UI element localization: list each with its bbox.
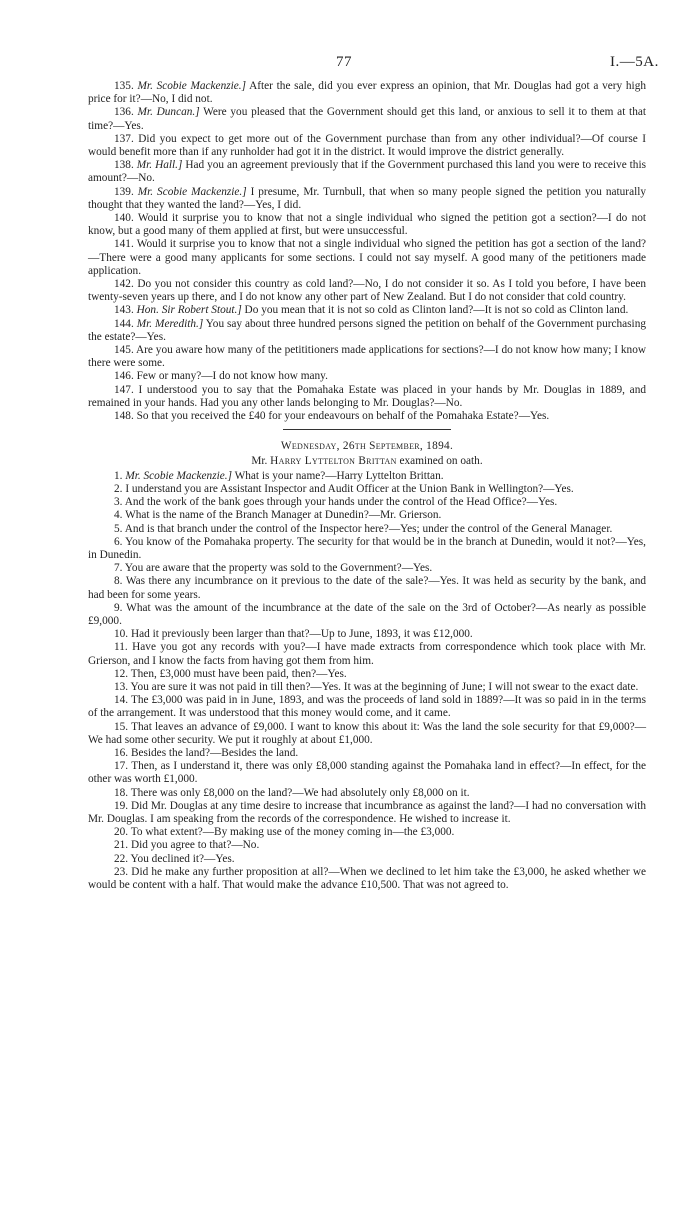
question-number: 1. [114,469,123,482]
question-text: Were you pleased that the Government should get this land, or anxious to sell it to them at that time?—Yes. [88,106,646,132]
question-number: 23. [114,865,129,878]
question-paragraph [88,304,646,317]
question-paragraph [88,318,646,344]
question-paragraph [88,370,646,383]
question-text: Did he make any further proposition at all?—When we declined to let him take the £3,000, he asked whether we would be content with a half. That would make the advance £10,500. That was not agreed to. [88,865,646,891]
question-text: To what extent?—By making use of the money coming in—the £3,000. [130,826,455,839]
question-paragraph [88,470,646,483]
question-text: I presume, Mr. Turnbull, that when so many people signed the petition you naturally thought that they wanted the land?—Yes, I did. [88,185,647,211]
question-text: What is the name of the Branch Manager at Dunedin?—Mr. Grierson. [125,509,442,522]
question-paragraph [88,344,646,370]
question-number: 139. [114,185,134,198]
speaker-name: Mr. Meredith.] [136,317,204,330]
speaker-name: Mr. Scobie Mackenzie.] [137,185,247,198]
question-paragraph [88,523,646,536]
question-paragraph [88,575,646,601]
question-paragraph [88,483,646,496]
question-text: Was there any incumbrance on it previous to the date of the sale?—Yes. It was held as security by the bank, and had been for some years. [88,575,647,601]
question-number: 10. [114,628,129,641]
question-paragraph [88,694,646,720]
question-number: 7. [114,562,123,575]
question-text: Have you got any records with you?—I have made extracts from correspondence which took place with Mr. Grierson, and I know the facts from having got them from him. [88,641,646,667]
question-text: I understood you to say that the Pomahaka Estate was placed in your hands by Mr. Douglas in 1889, and remained in your hands. Had you any other lands belonging to Mr. Douglas?—No. [88,383,646,409]
question-text: Had it previously been larger than that?—Up to June, 1893, it was £12,000. [130,628,473,641]
question-number: 17. [114,760,129,773]
witness-suffix: examined on oath. [396,455,483,468]
witness-prefix: Mr. [251,455,271,468]
question-text: Did Mr. Douglas at any time desire to increase that incumbrance as against the land?—I had no conversation with Mr. Douglas. I am speaking from the records of the correspondence. He wished to increase it. [88,799,646,825]
question-number: 137. [114,132,134,145]
question-paragraph [88,602,646,628]
question-paragraph [88,159,646,185]
question-text: Would it surprise you to know that not a single individual who signed the petition got a section?—I do not know, but a good many of them applied at first, but were unsuccessful. [88,212,646,238]
question-number: 138. [114,159,134,172]
testimony-block-turnbull [88,80,646,423]
question-text: You know of the Pomahaka property. The security for that would be in the branch at Dunedin, would it not?—Yes, in Dunedin. [88,535,647,561]
question-number: 147. [114,383,134,396]
question-number: 136. [114,106,134,119]
question-number: 144. [114,317,134,330]
question-paragraph [88,721,646,747]
question-text: You are aware that the property was sold to the Government?—Yes. [124,562,433,575]
question-number: 5. [114,522,123,535]
question-text: Then, as I understand it, there was only £8,000 standing against the Pomahaka land in effect?—In effect, for the other was worth £1,000. [88,760,647,786]
question-paragraph [88,106,646,132]
question-text: Do you not consider this country as cold land?—No, I do not consider it so. As I told you before, I have been twenty-seven years up there, and I do not know any other part of New Zealand. But I do not consider that cold country. [88,278,646,304]
question-number: 6. [114,535,123,548]
speaker-name: Mr. Scobie Mackenzie.] [137,80,246,92]
question-text: You are sure it was not paid in till then?—Yes. It was at the beginning of June; I will not swear to the exact date. [130,680,639,693]
question-paragraph [88,747,646,760]
question-number: 146. [114,370,134,383]
question-text: You declined it?—Yes. [130,852,235,865]
question-number: 14. [114,694,129,707]
question-number: 140. [114,212,134,225]
question-number: 135. [114,80,134,92]
question-number: 11. [114,641,128,654]
question-text: And is that branch under the control of the Inspector here?—Yes; under the control of the General Manager. [124,522,613,535]
question-number: 4. [114,509,123,522]
question-paragraph [88,853,646,866]
question-paragraph [88,384,646,410]
question-number: 22. [114,852,129,865]
question-paragraph [88,496,646,509]
question-number: 3. [114,496,123,509]
question-number: 148. [114,410,134,423]
question-number: 16. [114,746,129,759]
question-number: 141. [114,238,134,251]
question-paragraph [88,668,646,681]
question-paragraph [88,800,646,826]
question-paragraph [88,628,646,641]
question-text: There was only £8,000 on the land?—We had absolutely only £8,000 on it. [130,786,470,799]
question-paragraph [88,760,646,786]
question-number: 12. [114,667,129,680]
question-paragraph [88,787,646,800]
question-text: So that you received the £40 for your endeavours on behalf of the Pomahaka Estate?—Yes. [136,410,550,423]
question-paragraph [88,681,646,694]
question-paragraph [88,80,646,106]
question-paragraph [88,866,646,892]
question-paragraph [88,278,646,304]
question-number: 21. [114,839,129,852]
question-number: 18. [114,786,129,799]
question-text: Would it surprise you to know that not a single individual who signed the petition has got a section of the land?—There were a good many applicants for some sections. I could not say myself. A good many of the petitioners made application. [88,238,646,277]
speaker-name: Hon. Sir Robert Stout.] [136,304,242,317]
question-number: 143. [114,304,134,317]
question-paragraph [88,212,646,238]
question-text: Few or many?—I do not know how many. [136,370,328,383]
question-text: The £3,000 was paid in in June, 1893, and was the proceeds of land sold in 1889?—It was so paid in in the terms of the arrangement. It was understood that this money would come, and it came. [88,694,646,720]
question-paragraph [88,509,646,522]
question-text: That leaves an advance of £9,000. I want to know this about it: Was the land the sole security for that £9,000?—We had some other security. We put it roughly at about £1,000. [88,720,646,746]
question-number: 13. [114,680,129,693]
question-text: Besides the land?—Besides the land. [130,746,299,759]
question-text: You say about three hundred persons signed the petition on behalf of the Government purchasing the estate?—Yes. [88,317,646,343]
series-code: I.—5A. [610,54,659,70]
page-number: 77 [336,54,352,70]
session-date: Wednesday, 26th September, 1894. [280,440,454,453]
testimony-block-brittan [88,470,646,893]
question-text: Did you agree to that?—No. [130,839,260,852]
question-text: Then, £3,000 must have been paid, then?—Yes. [130,667,347,680]
question-number: 15. [114,720,129,733]
question-text: After the sale, did you ever express an opinion, that Mr. Douglas had got a very high price for it?—No, I did not. [88,80,646,106]
question-text: And the work of the bank goes through your hands under the control of the Head Office?—Yes. [124,496,558,509]
question-paragraph [88,536,646,562]
question-paragraph [88,839,646,852]
speaker-name: Mr. Duncan.] [137,106,200,119]
question-paragraph [88,186,646,212]
speaker-name: Mr. Scobie Mackenzie.] [125,469,232,482]
witness-name: Harry Lyttelton Brittan [270,455,397,468]
witness-line [88,455,646,468]
question-number: 142. [114,278,134,291]
question-paragraph [88,133,646,159]
question-text: Had you an agreement previously that if the Government purchased this land you were to receive this amount?—No. [88,159,646,185]
question-number: 145. [114,344,134,357]
question-text: Are you aware how many of the petititioners made applications for sections?—I do not know how many; I know there were some. [88,344,646,370]
question-text: Did you expect to get more out of the Government purchase than from any other individual?—Of course I would benefit more than if any runholder had got it in the district. It would improve the district generally. [88,132,646,159]
speaker-name: Mr. Hall.] [136,159,183,172]
question-paragraph [88,562,646,575]
question-paragraph [88,641,646,667]
question-text: What was the amount of the incumbrance at the date of the sale on the 3rd of October?—As nearly as possible £9,000. [88,601,647,627]
question-number: 9. [114,601,123,614]
question-paragraph [88,238,646,278]
question-number: 2. [114,482,123,495]
question-text: Do you mean that it is not so cold as Clinton land?—It is not so cold as Clinton land. [241,304,629,317]
question-paragraph [88,826,646,839]
page-header [0,56,700,76]
question-text: What is your name?—Harry Lyttelton Brittan. [231,469,444,482]
question-number: 19. [114,799,129,812]
question-paragraph [88,410,646,423]
question-number: 8. [114,575,123,588]
section-divider [283,429,451,430]
document-body [88,80,646,892]
question-number: 20. [114,826,129,839]
question-text: I understand you are Assistant Inspector and Audit Officer at the Union Bank in Wellington?—Yes. [125,482,574,495]
